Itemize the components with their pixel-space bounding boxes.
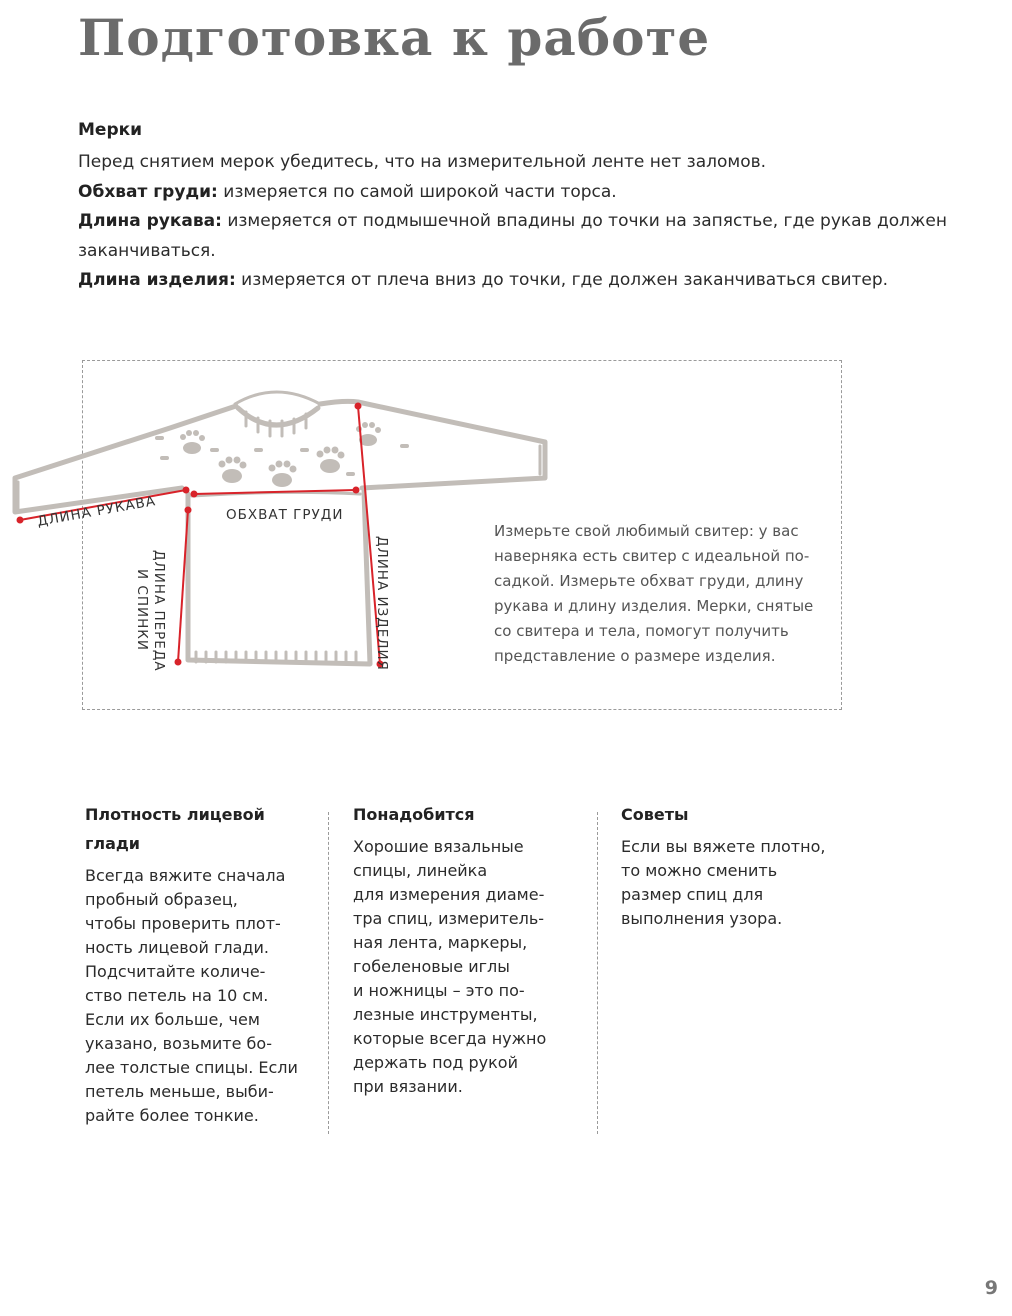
measure-sleeve-text: измеряется от подмышечной впадины до точки на запястье, где рукав должен заканчиваться. — [78, 211, 947, 261]
label-sleeve-length: ДЛИНА РУКАВА — [36, 493, 158, 530]
measure-length-text: измеряется от плеча вниз до точки, где должен заканчиваться свитер. — [235, 270, 889, 290]
paw-print — [317, 447, 345, 474]
column-tips — [621, 800, 849, 931]
diagram-note: Измерьте свой любимый свитер: у вас наверняка есть свитер с идеальной по-садкой. Измерьте обхват груди, длину рукава и длину изделия. Мерки, снятые со свитера и тела, помогут получить представление о размере изделия. — [494, 522, 814, 665]
measures-heading: Мерки — [78, 120, 143, 140]
column-supplies-text: Хорошие вязальные спицы, линейка для измерения диаме- тра спиц, измеритель- ная лента, маркеры, гобеленовые иглы и ножницы – это по- лезные инструменты, которые всегда нужно держать под рукой при вязании. — [353, 837, 547, 1096]
paw-print — [219, 457, 247, 484]
column-supplies-heading: Понадобится — [353, 805, 475, 824]
paw-print — [180, 430, 205, 454]
column-gauge-text: Всегда вяжите сначала пробный образец, чтобы проверить плот- ность лицевой глади. Подсчитайте количе- ство петель на 10 см. Если их больше, чем указано, возьмите бо- лее толстые спицы. Если петель меньше, выби- райте более тонкие. — [85, 866, 298, 1125]
column-tips-heading: Советы — [621, 805, 689, 824]
label-front-back-line1: ДЛИНА ПЕРЕДА — [151, 550, 167, 672]
label-chest: ОБХВАТ ГРУДИ — [226, 507, 344, 523]
measure-chest-text: измеряется по самой широкой части торса. — [217, 181, 617, 202]
column-gauge — [85, 800, 313, 1128]
label-garment-length: ДЛИНА ИЗДЕЛИЯ — [374, 536, 390, 671]
measure-lines — [20, 406, 380, 664]
label-front-back-length — [133, 550, 167, 670]
column-tips-text: Если вы вяжете плотно, то можно сменить размер спиц для выполнения узора. — [621, 837, 826, 928]
column-gauge-heading: Плотность лицевой глади — [85, 805, 265, 853]
measures-intro: Перед снятием мерок убедитесь, что на измерительной ленте нет заломов. — [78, 152, 767, 172]
page-number: 9 — [984, 1277, 998, 1299]
measure-points — [17, 403, 384, 672]
column-divider — [328, 812, 329, 1134]
measure-chest-term: Обхват груди: — [78, 181, 218, 202]
sweater-outline — [15, 392, 545, 664]
page-title: Подготовка к работе — [78, 8, 711, 67]
collar-outer — [235, 392, 320, 404]
measure-length-term: Длина изделия: — [78, 270, 236, 290]
label-front-back-line2: И СПИНКИ — [134, 569, 150, 651]
column-supplies — [353, 800, 581, 1099]
measure-sleeve-term: Длина рукава: — [78, 211, 222, 231]
paw-print — [269, 461, 297, 488]
column-divider — [597, 812, 598, 1134]
